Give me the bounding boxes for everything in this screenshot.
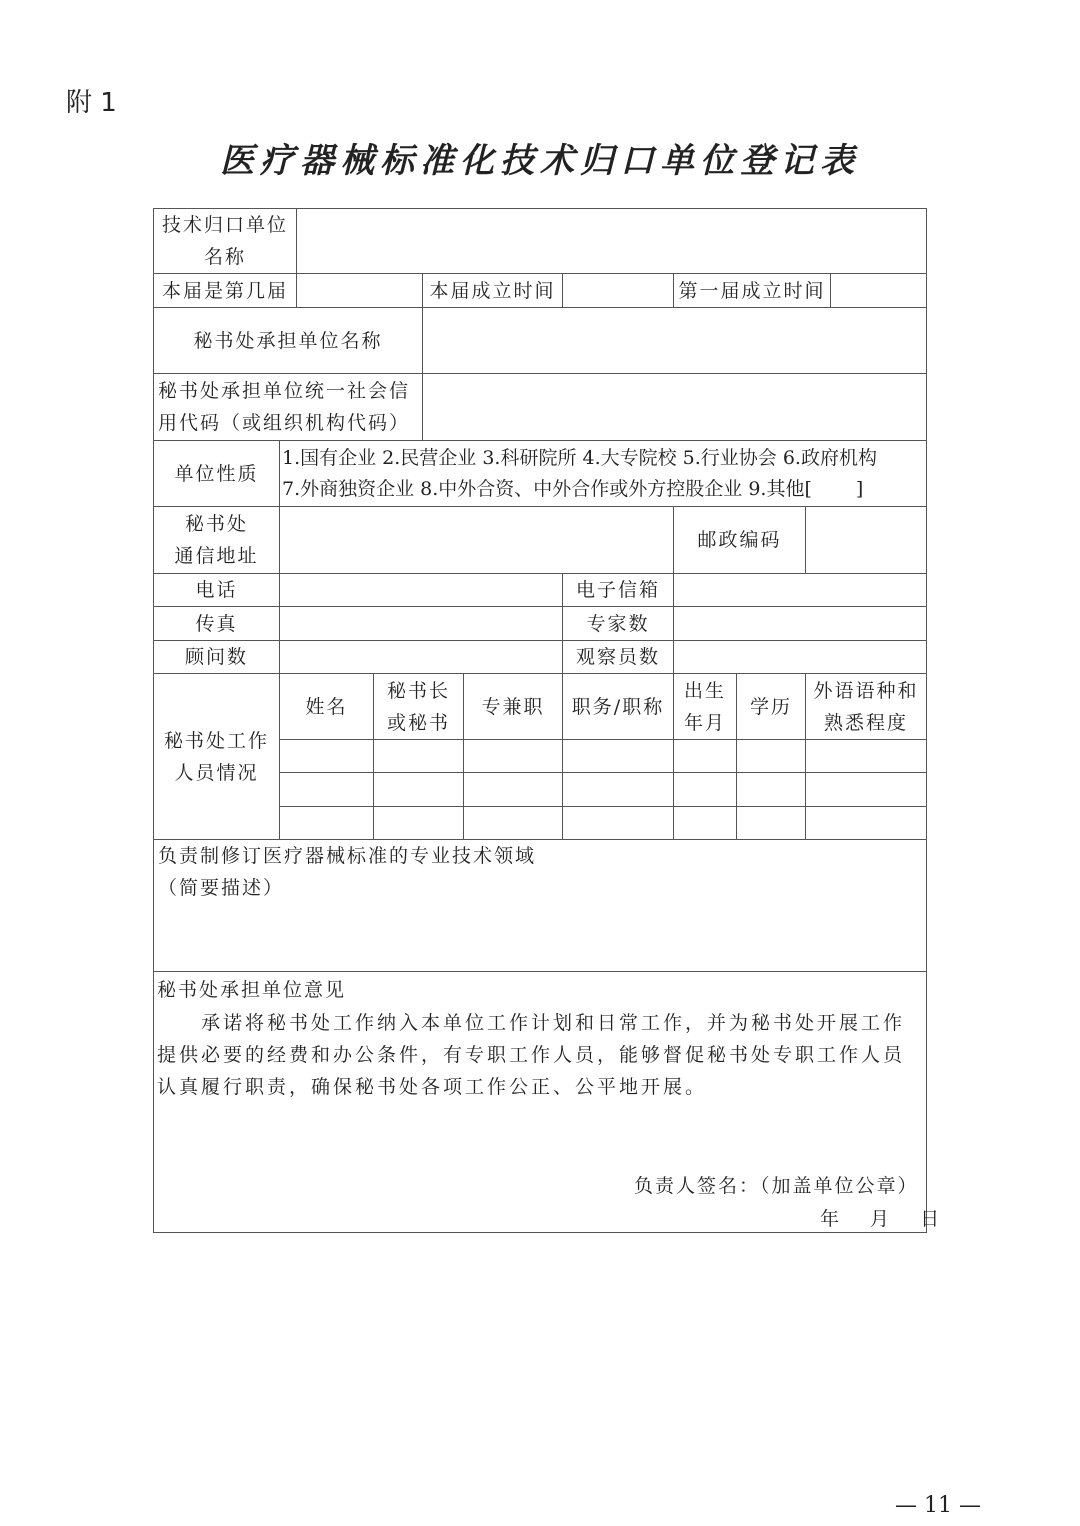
address-field[interactable] <box>279 506 674 574</box>
phone-field[interactable] <box>279 573 563 607</box>
staff-cell[interactable] <box>736 806 806 840</box>
staff-cell[interactable] <box>373 772 464 807</box>
opinion-body: 承诺将秘书处工作纳入本单位工作计划和日常工作，并为秘书处开展工作提供必要的经费和办公条件，有专职工作人员，能够督促秘书处专职工作人员认真履行职责，确保秘书处各项工作公正、公平地开展。 <box>157 1012 906 1098</box>
scope-label: 负责制修订医疗器械标准的专业技术领域 <box>158 845 537 867</box>
first-session-date-field[interactable] <box>830 273 927 308</box>
staff-cell[interactable] <box>673 806 737 840</box>
phone-label: 电话 <box>153 573 280 607</box>
scope-field[interactable] <box>153 839 927 972</box>
staff-cell[interactable] <box>562 806 674 840</box>
staff-cell[interactable] <box>673 739 737 773</box>
experts-field[interactable] <box>673 606 927 641</box>
email-label: 电子信箱 <box>562 573 674 607</box>
signature-line: 负责人签名：（加盖单位公章） <box>634 1175 919 1197</box>
staff-cell[interactable] <box>463 739 563 773</box>
org-type-options[interactable]: 1.国有企业 2.民营企业 3.科研院所 4.大专院校 5.行业协会 6.政府机构 7.外商独资企业 8.中外合资、中外合作或外方控股企业 9.其他[ ] <box>279 440 927 507</box>
org-type-label: 单位性质 <box>153 440 280 507</box>
staff-cell[interactable] <box>279 806 374 840</box>
scope-hint: （简要描述） <box>158 877 285 899</box>
session-no-field[interactable] <box>296 273 423 308</box>
staff-header-role: 秘书长 或秘书 <box>373 673 464 740</box>
fax-field[interactable] <box>279 606 563 641</box>
experts-label: 专家数 <box>562 606 674 641</box>
staff-cell[interactable] <box>736 739 806 773</box>
staff-cell[interactable] <box>279 772 374 807</box>
session-date-field[interactable] <box>562 273 674 308</box>
date-line: 年 月 日 <box>820 1208 942 1230</box>
observers-label: 观察员数 <box>562 640 674 674</box>
staff-cell[interactable] <box>463 806 563 840</box>
fax-label: 传真 <box>153 606 280 641</box>
credit-code-label: 秘书处承担单位统一社会信 用代码（或组织机构代码） <box>153 373 423 441</box>
session-date-label: 本届成立时间 <box>422 273 563 308</box>
page-number: — 11 — <box>895 1493 981 1518</box>
staff-cell[interactable] <box>673 772 737 807</box>
staff-cell[interactable] <box>279 739 374 773</box>
postcode-field[interactable] <box>805 506 927 574</box>
page-title: 医疗器械标准化技术归口单位登记表 <box>220 141 860 181</box>
staff-cell[interactable] <box>373 739 464 773</box>
staff-label: 秘书处工作 人员情况 <box>153 673 280 840</box>
staff-header-education: 学历 <box>736 673 806 740</box>
opinion-heading: 秘书处承担单位意见 <box>157 979 347 1001</box>
secretariat-org-label: 秘书处承担单位名称 <box>153 307 423 374</box>
staff-cell[interactable] <box>805 739 927 773</box>
staff-cell[interactable] <box>805 772 927 807</box>
session-no-label: 本届是第几届 <box>153 273 297 308</box>
observers-field[interactable] <box>673 640 927 674</box>
secretariat-org-field[interactable] <box>422 307 927 374</box>
postcode-label: 邮政编码 <box>673 506 806 574</box>
staff-cell[interactable] <box>562 772 674 807</box>
annex-label: 附 1 <box>66 88 117 118</box>
staff-cell[interactable] <box>736 772 806 807</box>
first-session-date-label: 第一届成立时间 <box>673 273 831 308</box>
tc-name-field[interactable] <box>296 208 927 274</box>
staff-cell[interactable] <box>463 772 563 807</box>
staff-cell[interactable] <box>805 806 927 840</box>
staff-header-birth: 出生 年月 <box>673 673 737 740</box>
staff-header-fulltime: 专兼职 <box>463 673 563 740</box>
email-field[interactable] <box>673 573 927 607</box>
staff-header-title: 职务/职称 <box>562 673 674 740</box>
address-label: 秘书处 通信地址 <box>153 506 280 574</box>
staff-cell[interactable] <box>562 739 674 773</box>
staff-header-language: 外语语种和 熟悉程度 <box>805 673 927 740</box>
credit-code-field[interactable] <box>422 373 927 441</box>
staff-cell[interactable] <box>373 806 464 840</box>
advisors-label: 顾问数 <box>153 640 280 674</box>
staff-header-name: 姓名 <box>279 673 374 740</box>
tc-name-label: 技术归口单位 名称 <box>153 208 297 274</box>
advisors-field[interactable] <box>279 640 563 674</box>
